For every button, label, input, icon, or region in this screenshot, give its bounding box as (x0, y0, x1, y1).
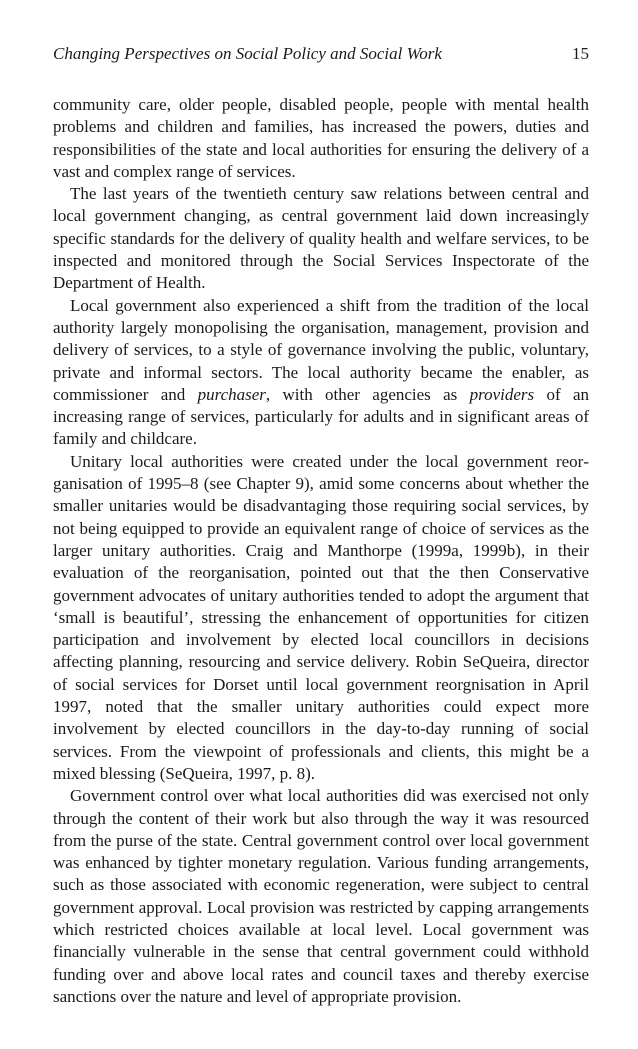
text-run: community care, older people, disabled people, people with mental health problems and children and families, has increased the powers, duties and responsibilities of the state and local authorities for ensuring the delivery of a vast and complex range of services. (53, 95, 589, 181)
paragraph (53, 295, 589, 451)
running-header (53, 44, 589, 64)
text-run: of an increasing range of services, particularly for adults and in significant areas of family and childcare. (53, 384, 589, 449)
paragraph (53, 94, 589, 183)
text-run: Local government also experienced a shift from the tradition of the local authority largely monopolising the organisation, management, provision and delivery of services, to a style of governance involving the public, voluntary, private and informal sectors. The local authority became the enabler, as commissioner and (53, 295, 589, 404)
paragraph (53, 183, 589, 294)
paragraph (53, 785, 589, 1008)
page-number: 15 (572, 44, 589, 63)
body-text (53, 94, 589, 1008)
text-run: , with other agencies as (265, 384, 470, 404)
text-run: Government control over what local authorities did was exercised not only through the content of their work but also through the way it was resourced from the purse of the state. Central government control over local government was enhanced by tighter monetary regulation. Various funding arrangements, such as those associated with economic regeneration, were subject to central government approval. Local provision was restricted by capping arrangements which restricted choices available at local level. Local government was financially vulnerable in the sense that central government could withhold funding over and above local rates and council taxes and thereby exercise sanctions over the nature and level of appropriate provision. (53, 786, 589, 1006)
emphasis-purchaser: purchaser (197, 384, 266, 404)
running-title: Changing Perspectives on Social Policy and Social Work (53, 44, 442, 63)
text-run: Unitary local authorities were created under the local government reorganisation of 1995–8 (see Chapter 9), amid some concerns about whether the smaller unitaries would be disadvantaging those requiring social services, by not being equipped to provide an equivalent range of choice of services as the larger unitary authorities. Craig and Manthorpe (1999a, 1999b), in their evaluation of the reorganisation, pointed out that the then Conservative government advocates of unitary authorities tended to adopt the argument that ‘small is beautiful’, stressing the enhancement of opportunities for citizen participation and involvement by elected local councillors in decisions affecting planning, resourcing and service delivery. Robin SeQueira, director of social services for Dorset until local government reorgnisation in April 1997, noted that the smaller unitary authorities could expect more involvement by elected councillors in the day-to-day running of social services. From the viewpoint of professionals and clients, this might be a mixed blessing (SeQueira, 1997, p. 8). (53, 451, 589, 783)
book-page (53, 44, 589, 1008)
text-run: The last years of the twentieth century saw relations between central and local government changing, as central government laid down increasingly specific standards for the delivery of quality health and welfare services, to be inspected and monitored through the Social Services Inspectorate of the Department of Health. (53, 184, 589, 293)
emphasis-providers: providers (469, 384, 535, 404)
paragraph (53, 451, 589, 785)
